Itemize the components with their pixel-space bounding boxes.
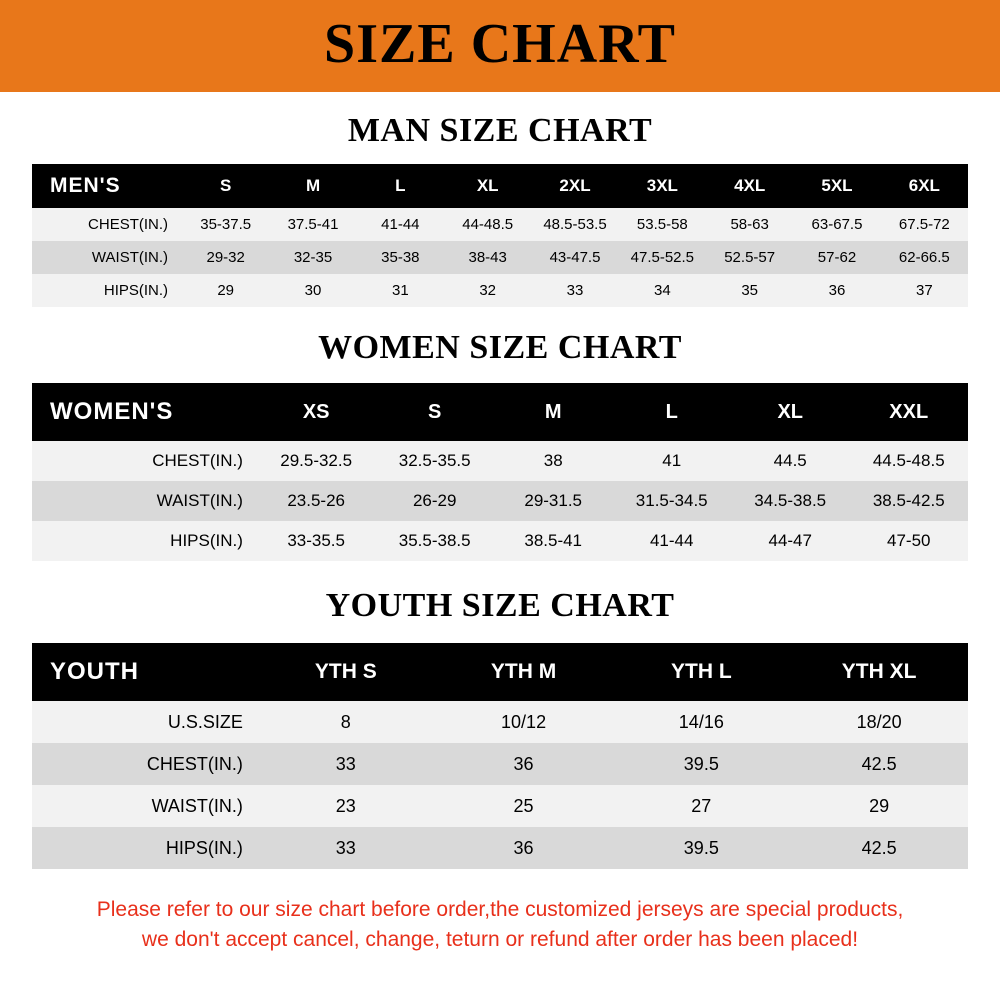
measurement-cell: 10/12 bbox=[501, 711, 547, 732]
column-header-4: YTH XL bbox=[841, 660, 917, 683]
measurement-cell: 36 bbox=[513, 753, 534, 774]
column-header-3: M bbox=[544, 400, 562, 423]
measurement-cell: 32.5-35.5 bbox=[398, 451, 471, 470]
measurement-cell: 29 bbox=[217, 282, 235, 299]
measurement-cell: 41-44 bbox=[381, 216, 420, 233]
measurement-cell: 29-31.5 bbox=[524, 491, 583, 510]
row-label: WAIST(IN.) bbox=[91, 249, 169, 266]
table-header-row bbox=[32, 383, 968, 441]
column-header-2: YTH M bbox=[490, 660, 557, 683]
measurement-cell: 29-32 bbox=[206, 249, 245, 266]
women-size-table bbox=[32, 383, 968, 561]
men-header-label: MEN'S bbox=[50, 174, 121, 197]
column-header-2: M bbox=[305, 176, 321, 195]
measurement-cell: 32 bbox=[479, 282, 497, 299]
measurement-cell: 27 bbox=[691, 795, 712, 816]
row-label: HIPS(IN.) bbox=[103, 282, 169, 299]
youth-section-title: YOUTH SIZE CHART bbox=[325, 587, 675, 624]
column-header-5: XL bbox=[777, 400, 803, 423]
table-row bbox=[32, 785, 968, 827]
measurement-cell: 42.5 bbox=[861, 753, 897, 774]
measurement-cell: 62-66.5 bbox=[898, 249, 950, 266]
men-table-header bbox=[32, 164, 968, 208]
table-row bbox=[32, 827, 968, 869]
row-label: HIPS(IN.) bbox=[170, 531, 243, 550]
table-header-row bbox=[32, 164, 968, 208]
measurement-cell: 47-50 bbox=[887, 531, 931, 550]
row-label: WAIST(IN.) bbox=[156, 491, 243, 510]
table-row bbox=[32, 521, 968, 561]
column-header-5: 2XL bbox=[559, 176, 591, 195]
measurement-cell: 48.5-53.5 bbox=[543, 216, 607, 233]
measurement-cell: 47.5-52.5 bbox=[630, 249, 695, 266]
measurement-cell: 57-62 bbox=[817, 249, 857, 266]
table-row bbox=[32, 241, 968, 274]
measurement-cell: 31.5-34.5 bbox=[635, 491, 708, 510]
column-header-1: YTH S bbox=[314, 660, 377, 683]
women-table-header bbox=[32, 383, 968, 441]
footer-note-line-1: Please refer to our size chart before order,the customized jerseys are special products, bbox=[96, 898, 904, 921]
row-label: CHEST(IN.) bbox=[146, 753, 243, 774]
men-table-wrap bbox=[32, 164, 968, 307]
row-label: CHEST(IN.) bbox=[88, 216, 169, 233]
column-header-4: L bbox=[665, 400, 678, 423]
measurement-cell: 25 bbox=[513, 795, 534, 816]
measurement-cell: 33-35.5 bbox=[287, 531, 345, 550]
measurement-cell: 44-47 bbox=[768, 531, 812, 550]
measurement-cell: 23 bbox=[335, 795, 356, 816]
measurement-cell: 14/16 bbox=[678, 711, 724, 732]
column-header-9: 6XL bbox=[908, 176, 940, 195]
measurement-cell: 35-37.5 bbox=[200, 216, 252, 233]
measurement-cell: 44.5 bbox=[773, 451, 807, 470]
measurement-cell: 29 bbox=[869, 795, 890, 816]
column-header-2: S bbox=[428, 400, 442, 423]
measurement-cell: 63-67.5 bbox=[811, 216, 863, 233]
youth-table-wrap bbox=[32, 643, 968, 869]
men-size-table bbox=[32, 164, 968, 307]
measurement-cell: 67.5-72 bbox=[898, 216, 950, 233]
measurement-cell: 38 bbox=[543, 451, 563, 470]
youth-header-label: YOUTH bbox=[50, 658, 139, 685]
youth-size-table bbox=[32, 643, 968, 869]
page-title: SIZE CHART bbox=[324, 13, 676, 75]
measurement-cell: 38.5-42.5 bbox=[872, 491, 945, 510]
measurement-cell: 44-48.5 bbox=[462, 216, 514, 233]
youth-table-header bbox=[32, 643, 968, 701]
measurement-cell: 26-29 bbox=[412, 491, 457, 510]
column-header-6: XXL bbox=[889, 400, 929, 423]
table-row bbox=[32, 441, 968, 481]
measurement-cell: 31 bbox=[392, 282, 409, 299]
measurement-cell: 8 bbox=[340, 711, 351, 732]
women-header-label: WOMEN'S bbox=[50, 398, 174, 425]
measurement-cell: 34.5-38.5 bbox=[754, 491, 827, 510]
measurement-cell: 18/20 bbox=[856, 711, 902, 732]
measurement-cell: 34 bbox=[653, 282, 671, 299]
men-section-title: MAN SIZE CHART bbox=[347, 112, 653, 149]
measurement-cell: 23.5-26 bbox=[287, 491, 345, 510]
table-row bbox=[32, 743, 968, 785]
measurement-cell: 33 bbox=[566, 282, 584, 299]
women-section-title: WOMEN SIZE CHART bbox=[318, 329, 682, 366]
measurement-cell: 35 bbox=[741, 282, 758, 299]
measurement-cell: 37.5-41 bbox=[287, 216, 339, 233]
page-banner bbox=[0, 0, 1000, 92]
measurement-cell: 53.5-58 bbox=[636, 216, 688, 233]
youth-table-body bbox=[32, 701, 968, 869]
footer-note bbox=[22, 895, 978, 956]
row-label: U.S.SIZE bbox=[167, 711, 243, 732]
measurement-cell: 36 bbox=[828, 282, 846, 299]
measurement-cell: 44.5-48.5 bbox=[872, 451, 945, 470]
measurement-cell: 39.5 bbox=[683, 837, 719, 858]
column-header-8: 5XL bbox=[821, 176, 853, 195]
measurement-cell: 35.5-38.5 bbox=[398, 531, 471, 550]
column-header-1: XS bbox=[302, 400, 330, 423]
measurement-cell: 41 bbox=[662, 451, 682, 470]
column-header-3: YTH L bbox=[670, 660, 732, 683]
women-table-wrap bbox=[32, 383, 968, 561]
women-table-body bbox=[32, 441, 968, 561]
measurement-cell: 38-43 bbox=[468, 249, 507, 266]
table-row bbox=[32, 208, 968, 241]
table-row bbox=[32, 274, 968, 307]
measurement-cell: 30 bbox=[304, 282, 322, 299]
row-label: CHEST(IN.) bbox=[152, 451, 243, 470]
measurement-cell: 33 bbox=[335, 837, 356, 858]
row-label: WAIST(IN.) bbox=[151, 795, 243, 816]
measurement-cell: 42.5 bbox=[861, 837, 897, 858]
row-label: HIPS(IN.) bbox=[165, 837, 243, 858]
measurement-cell: 39.5 bbox=[683, 753, 719, 774]
measurement-cell: 38.5-41 bbox=[524, 531, 583, 550]
column-header-4: XL bbox=[476, 176, 499, 195]
column-header-1: S bbox=[220, 176, 232, 195]
measurement-cell: 52.5-57 bbox=[724, 249, 776, 266]
measurement-cell: 35-38 bbox=[381, 249, 420, 266]
measurement-cell: 29.5-32.5 bbox=[280, 451, 353, 470]
men-table-body bbox=[32, 208, 968, 307]
measurement-cell: 58-63 bbox=[730, 216, 769, 233]
column-header-3: L bbox=[395, 176, 406, 195]
table-row bbox=[32, 481, 968, 521]
footer-note-line-2: we don't accept cancel, change, teturn or refund after order has been placed! bbox=[141, 928, 859, 952]
measurement-cell: 41-44 bbox=[649, 531, 694, 550]
measurement-cell: 37 bbox=[915, 282, 933, 299]
table-row bbox=[32, 701, 968, 743]
column-header-7: 4XL bbox=[734, 176, 766, 195]
column-header-6: 3XL bbox=[646, 176, 678, 195]
measurement-cell: 32-35 bbox=[293, 249, 333, 266]
table-header-row bbox=[32, 643, 968, 701]
measurement-cell: 43-47.5 bbox=[549, 249, 601, 266]
measurement-cell: 33 bbox=[335, 753, 356, 774]
measurement-cell: 36 bbox=[513, 837, 534, 858]
